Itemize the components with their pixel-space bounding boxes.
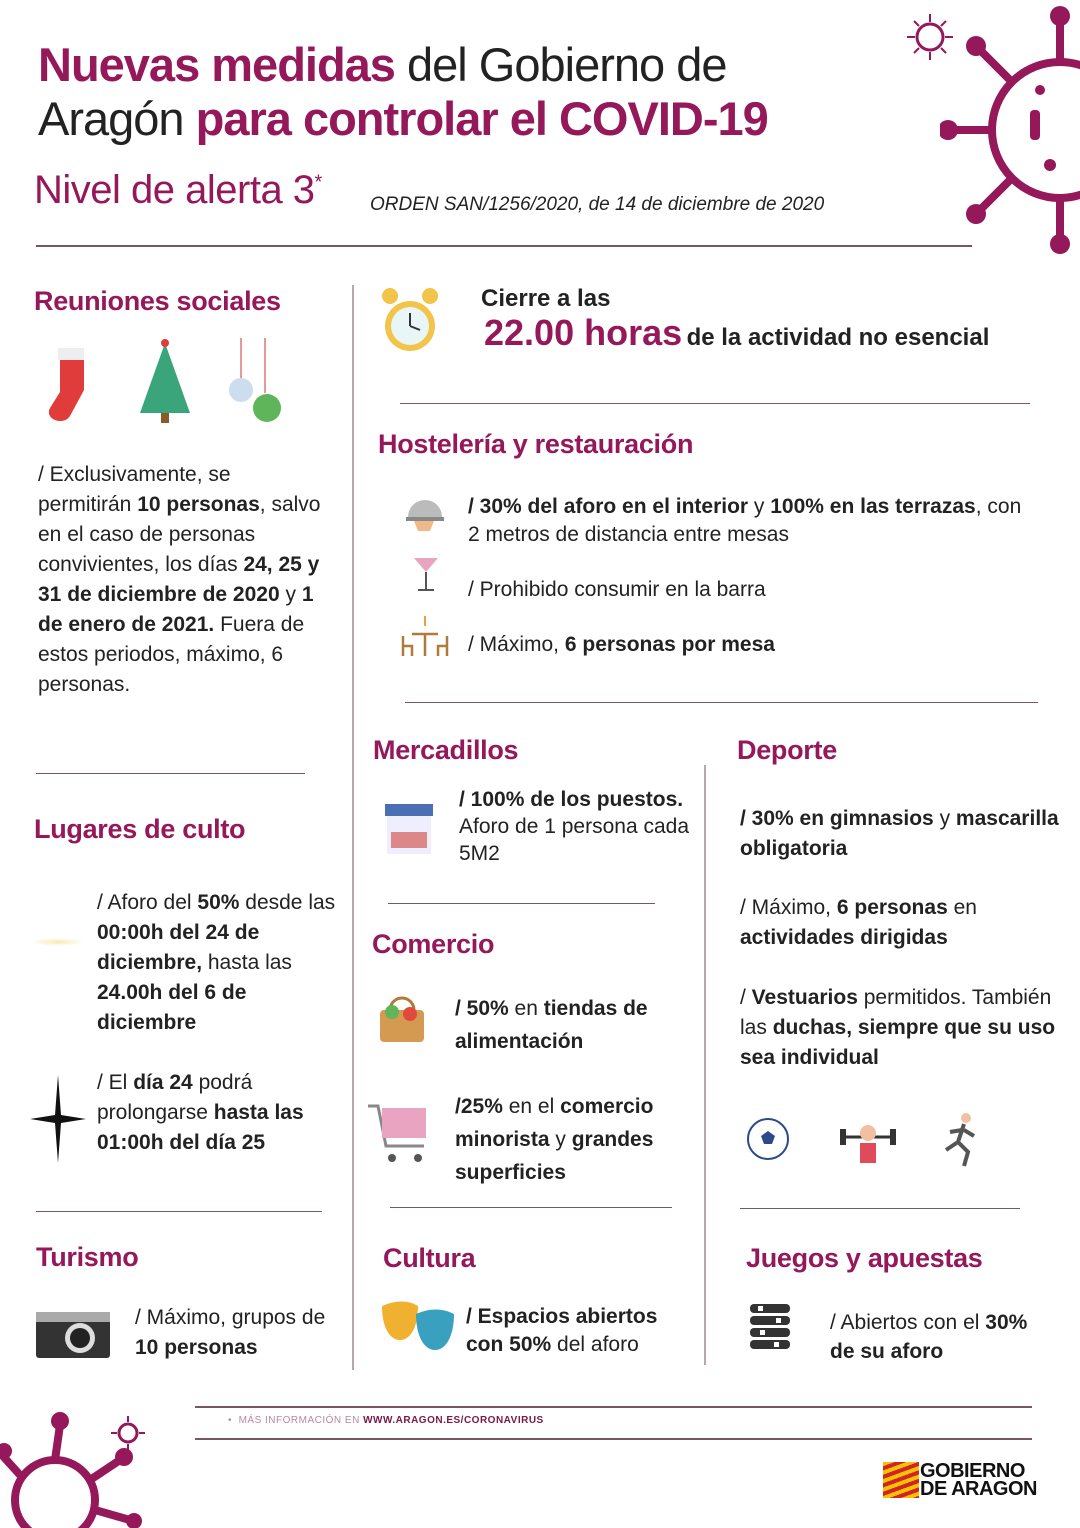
bold-text-segment: Nuevas medidas (38, 38, 395, 91)
text-segment: del aforo (551, 1333, 639, 1356)
text-segment: / Exclusivamente, se permitirán (38, 463, 231, 516)
casino-chips-icon (748, 1300, 792, 1358)
divider (740, 1208, 1020, 1209)
cierre-line-1: Cierre a las (481, 285, 611, 312)
text-segment: del Gobierno de (394, 38, 727, 91)
christmas-stocking-icon (40, 340, 100, 425)
text-segment: / Máximo, (740, 896, 837, 919)
alarm-clock-icon (380, 284, 440, 359)
grocery-basket-icon (376, 992, 428, 1046)
bold-text-segment: 50% (197, 891, 240, 914)
sparkle-icon (30, 938, 85, 946)
text-segment: / Abiertos con el (830, 1311, 986, 1334)
title-line-1 (38, 38, 726, 92)
comercio-item-2 (455, 1090, 705, 1189)
text-segment: / Máximo, (468, 633, 565, 656)
text-segment: podrá prolongarse (97, 1071, 253, 1124)
bold-text-segment: duchas, siempre que su uso sea individual (740, 1016, 1056, 1069)
bold-text-segment: 24, 25 y 31 de diciembre de 2020 (38, 553, 320, 606)
hosteleria-item-3 (468, 630, 775, 660)
text-segment: / Prohibido consumir en la barra (468, 578, 766, 601)
alert-level-text: Nivel de alerta 3 (34, 168, 315, 212)
gobierno-aragon-logo (920, 1462, 1037, 1498)
aragon-flag-icon (883, 1462, 919, 1498)
comercio-heading: Comercio (372, 929, 495, 959)
juegos-heading: Juegos y apuestas (746, 1243, 983, 1273)
mercadillos-heading: Mercadillos (373, 735, 519, 765)
bold-text-segment: /25% (455, 1095, 503, 1118)
cultura-text (466, 1303, 696, 1359)
culto-item-2 (97, 1068, 347, 1158)
title-line-2 (38, 92, 768, 146)
deporte-item-3 (740, 983, 1060, 1073)
cierre-line-2 (484, 312, 989, 354)
text-segment: en el (502, 1095, 561, 1118)
cierre-description: de la actividad no esencial (686, 324, 990, 351)
reuniones-text (38, 460, 328, 700)
star-icon (30, 1075, 86, 1163)
bold-text-segment: / 30% del aforo en el interior (468, 495, 749, 518)
divider (36, 1211, 322, 1212)
text-segment: y (549, 1128, 572, 1151)
divider (36, 773, 305, 774)
theater-masks-icon (380, 1300, 456, 1356)
bold-text-segment: tiendas de alimentación (455, 997, 648, 1053)
table-chairs-icon (400, 612, 450, 658)
alert-level (34, 168, 322, 213)
text-segment: / Máximo, grupos de (135, 1306, 326, 1329)
market-stall-icon (383, 802, 435, 856)
bold-text-segment: comercio minorista (455, 1095, 654, 1151)
small-virus-icon (905, 12, 955, 62)
text-segment: desde las (239, 891, 336, 914)
turismo-text (135, 1303, 335, 1363)
deporte-item-1 (740, 804, 1060, 864)
bold-text-segment: 30% de su aforo (830, 1311, 1028, 1363)
bold-text-segment: Vestuarios (751, 986, 858, 1009)
runner-icon (940, 1112, 980, 1168)
bold-text-segment: 6 personas por mesa (564, 633, 775, 656)
text-segment: / (740, 986, 752, 1009)
hosteleria-item-1 (468, 493, 1038, 549)
bold-text-segment: / 30% en gimnasios (740, 807, 934, 830)
bold-text-segment: 6 personas (836, 896, 948, 919)
coronavirus-link[interactable]: WWW.ARAGON.ES/CORONAVIRUS (363, 1415, 544, 1426)
culto-heading: Lugares de culto (34, 814, 246, 844)
more-info-label: MÁS INFORMACIÓN EN (238, 1415, 364, 1426)
cultura-heading: Cultura (383, 1243, 476, 1273)
bold-text-segment: para controlar el COVID-19 (195, 92, 768, 145)
weightlifting-icon (838, 1117, 898, 1167)
text-segment: en (947, 896, 977, 919)
text-segment: y (279, 583, 302, 606)
bold-text-segment: mascarilla obligatoria (740, 807, 1059, 860)
bold-text-segment: / 50% (455, 997, 509, 1020)
turismo-heading: Turismo (36, 1242, 139, 1272)
deporte-item-2 (740, 893, 1060, 953)
small-virus-icon (110, 1415, 146, 1451)
cloche-icon (404, 493, 446, 535)
cocktail-icon (412, 552, 440, 594)
hosteleria-heading: Hostelería y restauración (378, 429, 694, 459)
logo-line-1: GOBIERNO (920, 1460, 1025, 1482)
mercadillos-text (459, 786, 689, 867)
deporte-heading: Deporte (737, 735, 837, 765)
bold-text-segment: 10 personas (135, 1336, 258, 1359)
bold-text-segment: 00:00h del 24 de diciembre, (97, 921, 260, 974)
shopping-cart-icon (366, 1100, 432, 1166)
ornaments-icon (225, 338, 285, 428)
bold-text-segment: 1 de enero de 2021. (38, 583, 314, 636)
bold-text-segment: 10 personas (137, 493, 260, 516)
camera-icon (36, 1308, 110, 1358)
bold-text-segment: día 24 (133, 1071, 193, 1094)
bold-text-segment: 24.00h del 6 de diciembre (97, 981, 247, 1034)
column-divider (352, 285, 354, 1370)
text-segment: Fuera de estos periodos, máximo, 6 personas. (38, 613, 305, 696)
culto-item-1 (97, 888, 347, 1038)
bold-text-segment: 100% en las terrazas (770, 495, 976, 518)
text-segment: / El (97, 1071, 134, 1094)
virus-icon (940, 0, 1080, 260)
text-segment: permitidos. También las (740, 986, 1052, 1039)
juegos-text (830, 1308, 1050, 1366)
divider (400, 403, 1030, 404)
text-segment: hasta las (202, 951, 292, 974)
text-segment: , con 2 metros de distancia entre mesas (468, 495, 1022, 546)
reuniones-heading: Reuniones sociales (34, 286, 281, 316)
logo-line-2: DE ARAGON (920, 1478, 1037, 1500)
hosteleria-item-2 (468, 575, 766, 605)
divider (390, 1207, 672, 1208)
divider (388, 903, 655, 904)
text-segment: Aforo de 1 persona cada 5M2 (459, 815, 689, 865)
comercio-item-1 (455, 992, 695, 1058)
christmas-tree-icon (135, 338, 195, 428)
bold-text-segment: actividades dirigidas (740, 926, 948, 949)
bold-text-segment: hasta las 01:00h del día 25 (97, 1101, 304, 1154)
text-segment: / Aforo del (97, 891, 198, 914)
soccer-ball-icon (746, 1117, 790, 1161)
divider (195, 1438, 1032, 1440)
alert-asterisk: * (314, 171, 322, 194)
closing-time: 22.00 horas (484, 312, 683, 353)
order-reference: ORDEN SAN/1256/2020, de 14 de diciembre de 2020 (370, 194, 825, 215)
column-divider (704, 765, 706, 1365)
text-segment: y (933, 807, 956, 830)
text-segment: y (748, 495, 771, 518)
more-info: • MÁS INFORMACIÓN EN WWW.ARAGON.ES/CORONAVIRUS (228, 1415, 544, 1426)
bold-text-segment: grandes superficies (455, 1128, 654, 1184)
bold-text-segment: / Espacios abiertos con 50% (466, 1305, 658, 1356)
divider (195, 1406, 1032, 1408)
divider (405, 702, 1038, 703)
text-segment: , salvo en el caso de personas convivientes, los días (38, 493, 321, 576)
text-segment: en (508, 997, 544, 1020)
text-segment: Aragón (38, 92, 196, 145)
divider (36, 245, 972, 247)
bold-text-segment: / 100% de los puestos. (459, 788, 684, 811)
